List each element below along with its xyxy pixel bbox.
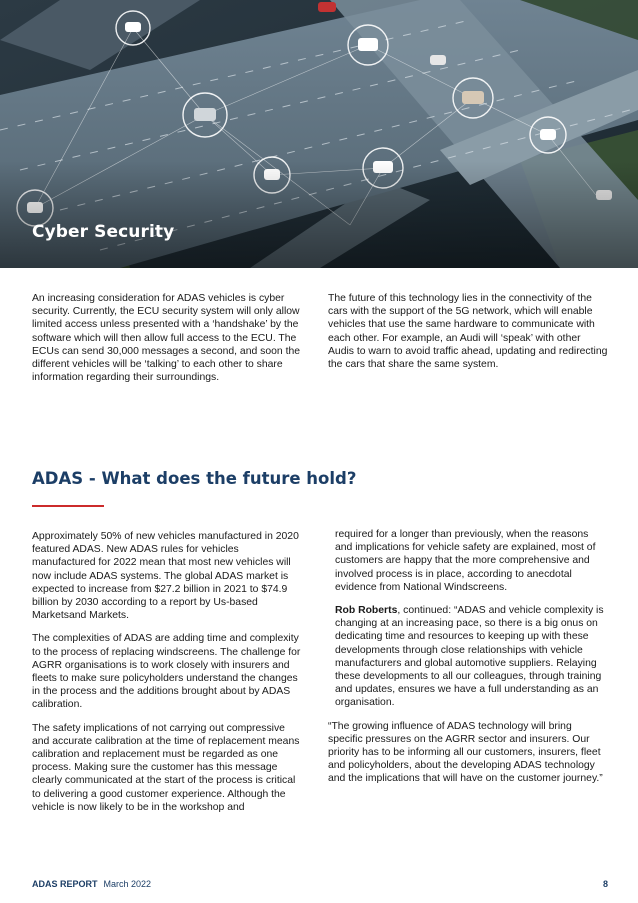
report-title: ADAS REPORT [32, 879, 98, 889]
quote-text: , continued: “ADAS and vehicle complexity is changing at an increasing pace, so there is a big onus on dedicating time and resources to keeping up with these developments through close relationships with vehicle manufacturers and global automotive suppliers. Relaying these developments to all our colleagues, through training and updates, ensures we have a full understanding as an organisation. [335, 605, 604, 709]
hero-image [0, 0, 638, 268]
paragraph: required for a longer than previously, when the reasons and implications for vehicle safety are explained, most of customers are happy that the more comprehensive and involved process is in place, according to anecdotal evidence from National Windscreens. [335, 529, 596, 593]
section-title-cyber-security: Cyber Security [32, 222, 175, 242]
section-heading-future: ADAS - What does the future hold? [32, 469, 357, 488]
report-date: March 2022 [103, 879, 152, 889]
heading-underline [32, 505, 104, 507]
paragraph: The future of this technology lies in the connectivity of the cars with the support of the 5G network, which will enable vehicles that use the same hardware to communicate with each other. For example, an Audi will ‘speak’ with other Audis to warn to avoid traffic ahead, updating and redirecting the cars that share the same system. [328, 293, 608, 371]
page-number: 8 [602, 879, 608, 889]
paragraph [335, 604, 607, 710]
paragraph: The complexities of ADAS are adding time and complexity to the process of replacing windscreens. The challenge for AGRR organisations is to work closely with insurers and fleets to make sure policyholders understand the changes in the process and the additions brought about by ADAS calibration. [32, 633, 301, 711]
paragraph: An increasing consideration for ADAS vehicles is cyber security. Currently, the ECU security system will only allow limited access unless presented with a ‘handshake’ by the software which will then allow full access to the ECU. The ECUs can send 30,000 messages a second, and soon the different vehicles will be ‘talking’ to each other to share information regarding their surroundings. [32, 293, 301, 384]
footer [32, 879, 151, 889]
future-column-right [328, 528, 607, 796]
cyber-security-column-left [32, 292, 302, 394]
paragraph: “The growing influence of ADAS technology will bring specific pressures on the AGRR sector and insurers. Our priority has to be informing all our customers, insurers, fleet and policyholders, about the developing ADAS technology and the implications that will have on the customer journey.” [328, 720, 603, 785]
paragraph: Approximately 50% of new vehicles manufactured in 2020 featured ADAS. New ADAS rules for vehicles manufactured for 2022 mean that most new vehicles will now include ADAS systems. The global ADAS market is expected to increase from $27.2 billion in 2021 to $74.9 billion by 2030 according to a report by Us-based Marketsand Markets. [32, 531, 299, 622]
future-column-left [32, 530, 304, 824]
paragraph: The safety implications of not carrying out compressive and accurate calibration at the time of replacement means calibration and replacement must be regarded as one process. Making sure the customer has this message clearly communicated at the start of the process is critical to delivering a good customer experience. Although the vehicle is now likely to be in the workshop and [32, 722, 300, 813]
speaker-name: Rob Roberts [335, 605, 398, 617]
cyber-security-column-right [328, 292, 608, 381]
